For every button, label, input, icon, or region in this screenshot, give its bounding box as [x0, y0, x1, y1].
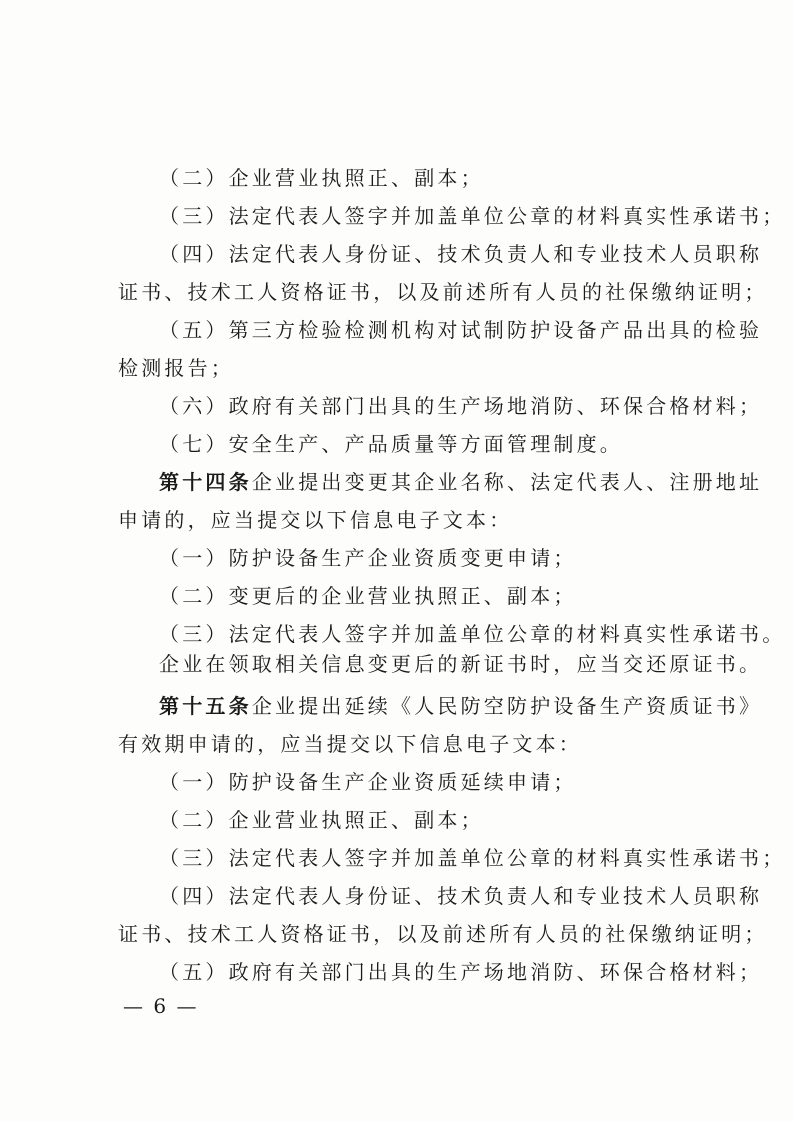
text-line: （七）安全生产、产品质量等方面管理制度。: [159, 432, 623, 456]
text-line: （二）企业营业执照正、副本；: [159, 808, 484, 832]
text-line: （三）法定代表人签字并加盖单位公章的材料真实性承诺书；: [159, 204, 786, 228]
text-line: 证书、技术工人资格证书，以及前述所有人员的社保缴纳证明；: [118, 280, 768, 304]
text-line: 有效期申请的，应当提交以下信息电子文本：: [118, 732, 582, 756]
text-line: （二）企业营业执照正、副本；: [159, 166, 484, 190]
text-line: （四）法定代表人身份证、技术负责人和专业技术人员职称: [159, 242, 763, 266]
article-15-line: [159, 692, 762, 720]
text-line: 申请的，应当提交以下信息电子文本：: [118, 508, 513, 532]
article-14-text: 企业提出变更其企业名称、法定代表人、注册地址: [251, 470, 763, 494]
text-line: （二）变更后的企业营业执照正、副本；: [159, 584, 577, 608]
text-line: （五）政府有关部门出具的生产场地消防、环保合格材料；: [159, 960, 763, 984]
article-14-number: 第十四条: [159, 470, 252, 494]
text-line: （四）法定代表人身份证、技术负责人和专业技术人员职称: [159, 884, 763, 908]
page-number: — 6 —: [123, 994, 199, 1018]
text-line: 证书、技术工人资格证书，以及前述所有人员的社保缴纳证明；: [118, 922, 768, 946]
text-line: （六）政府有关部门出具的生产场地消防、环保合格材料；: [159, 394, 763, 418]
article-14-line: [159, 468, 762, 496]
text-line: （一）防护设备生产企业资质延续申请；: [159, 770, 577, 794]
text-line: 检测报告；: [118, 356, 234, 380]
text-line: （五）第三方检验检测机构对试制防护设备产品出具的检验: [159, 318, 763, 342]
text-line: （三）法定代表人签字并加盖单位公章的材料真实性承诺书。: [159, 622, 786, 646]
article-15-number: 第十五条: [159, 694, 252, 718]
text-line: 企业在领取相关信息变更后的新证书时，应当交还原证书。: [159, 652, 763, 676]
text-line: （三）法定代表人签字并加盖单位公章的材料真实性承诺书；: [159, 846, 786, 870]
text-line: （一）防护设备生产企业资质变更申请；: [159, 546, 577, 570]
article-15-text: 企业提出延续《人民防空防护设备生产资质证书》: [251, 694, 763, 718]
